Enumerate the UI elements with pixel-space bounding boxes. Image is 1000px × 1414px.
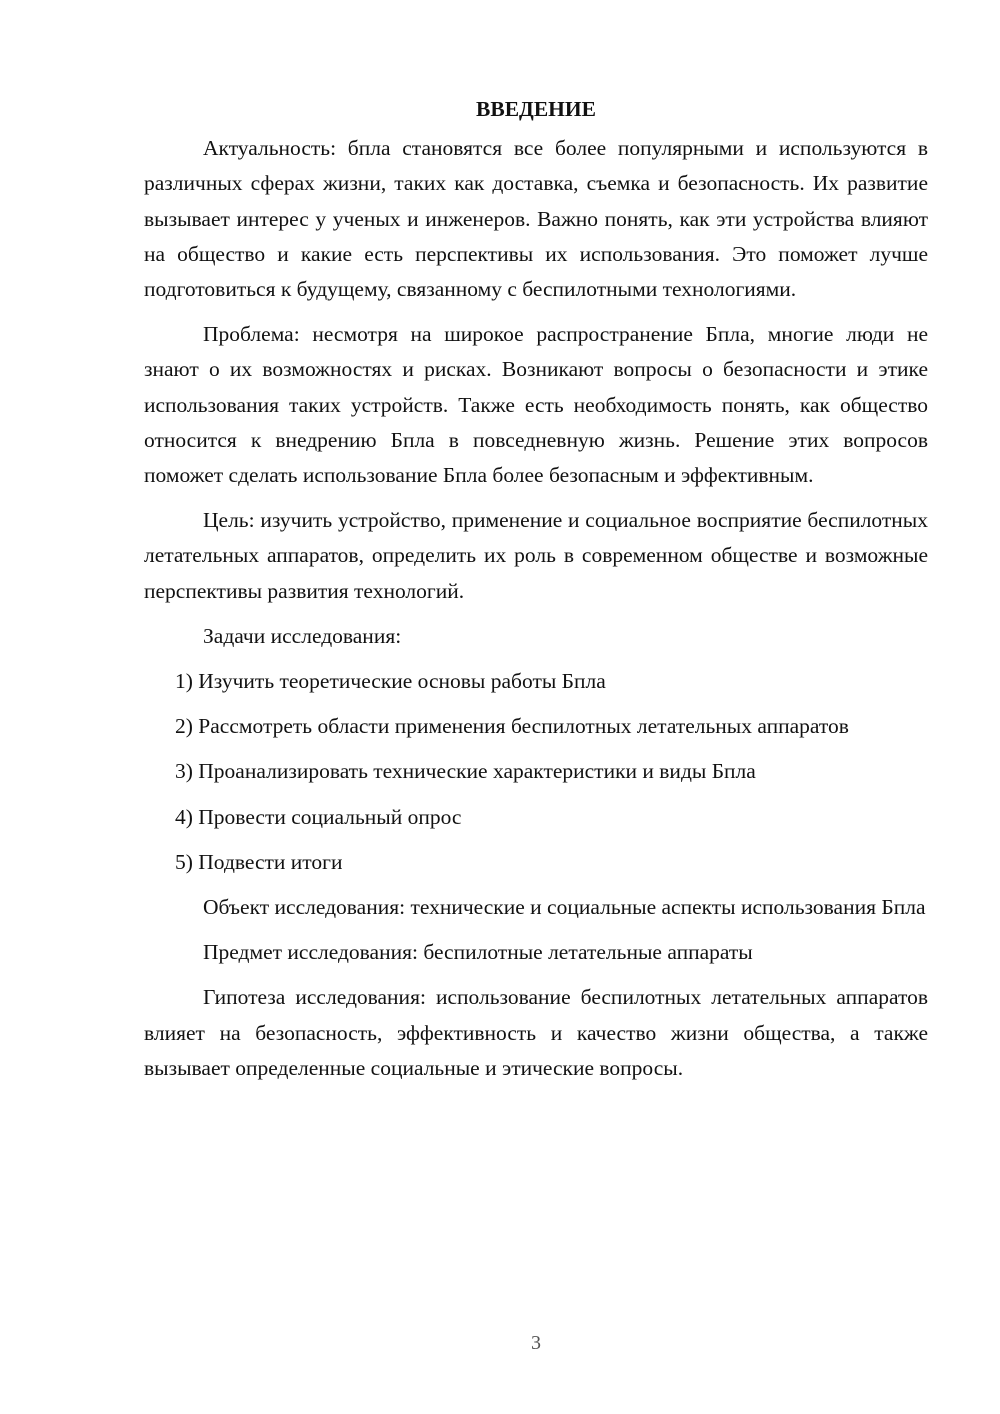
paragraph-goal: Цель: изучить устройство, применение и социальное восприятие беспилотных летательных аппаратов, определить их роль в современном обществе и возможные перспективы развития технологий. xyxy=(144,508,928,603)
page-title: ВВЕДЕНИЕ xyxy=(476,97,596,121)
paragraph-hypothesis: Гипотеза исследования: использование беспилотных летательных аппаратов влияет на безопасность, эффективность и качество жизни общества, а также вызывает определенные социальные и этические вопросы. xyxy=(144,985,928,1080)
task-item: 3) Проанализировать технические характеристики и виды Бпла xyxy=(175,759,756,784)
page-content xyxy=(144,92,928,1096)
paragraph-object: Объект исследования: технические и социальные аспекты использования Бпла xyxy=(203,895,926,920)
tasks-heading: Задачи исследования: xyxy=(203,623,402,648)
task-item: 5) Подвести итоги xyxy=(175,849,343,874)
task-item: 1) Изучить теоретические основы работы Бпла xyxy=(175,669,606,694)
task-item: 4) Провести социальный опрос xyxy=(175,804,462,829)
paragraph-relevance: Актуальность: бпла становятся все более популярными и используются в различных сферах жизни, таких как доставка, съемка и безопасность. Их развитие вызывает интерес у ученых и инженеров. Важно понять, как эти устройства влияют на общество и какие есть перспективы их использования. Это поможет лучше подготовиться к будущему, связанному с беспилотными технологиями. xyxy=(144,136,928,302)
task-item: 2) Рассмотреть области применения беспилотных летательных аппаратов xyxy=(175,714,849,739)
page-number: 3 xyxy=(531,1332,541,1354)
paragraph-problem: Проблема: несмотря на широкое распространение Бпла, многие люди не знают о их возможностях и рисках. Возникают вопросы о безопасности и этике использования таких устройств. Также есть необходимость понять, как общество относится к внедрению Бпла в повседневную жизнь. Решение этих вопросов поможет сделать использование Бпла более безопасным и эффективным. xyxy=(144,322,928,488)
paragraph-subject: Предмет исследования: беспилотные летательные аппараты xyxy=(203,940,753,965)
